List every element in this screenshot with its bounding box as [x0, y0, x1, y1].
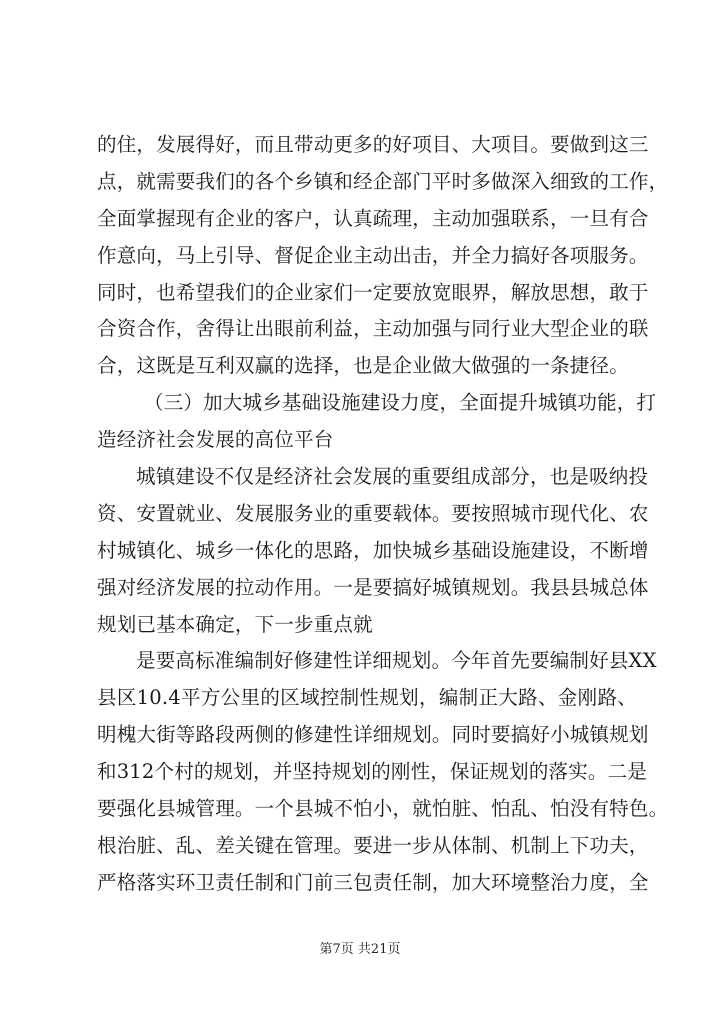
text-line: 作意向，马上引导、督促企业主动出击，并全力搞好各项服务。 — [97, 243, 649, 267]
text-line: 城镇建设不仅是经济社会发展的重要组成部分，也是吸纳投 — [136, 465, 649, 489]
text-line: 根治脏、乱、差关键在管理。要进一步从体制、机制上下功夫， — [97, 833, 649, 857]
text-line: 明槐大街等路段两侧的修建性详细规划。同时要搞好小城镇规划 — [97, 723, 649, 747]
text-line: 和312个村的规划，并坚持规划的刚性，保证规划的落实。二是 — [97, 760, 648, 784]
text-line: 要强化县城管理。一个县城不怕小，就怕脏、怕乱、怕没有特色。 — [97, 797, 669, 821]
text-line: 点，就需要我们的各个乡镇和经企部门平时多做深入细致的工作， — [97, 169, 669, 193]
section-heading-line: （三）加大城乡基础设施建设力度，全面提升城镇功能，打 — [144, 391, 657, 415]
text-line: 村城镇化、城乡一体化的思路，加快城乡基础设施建设，不断增 — [97, 538, 649, 562]
text-line: 合，这既是互利双赢的选择，也是企业做大做强的一条捷径。 — [97, 354, 629, 378]
text-line: 合资合作，舍得让出眼前利益，主动加强与同行业大型企业的联 — [97, 317, 649, 341]
text-line: 同时，也希望我们的企业家们一定要放宽眼界，解放思想，敢于 — [97, 280, 649, 304]
text-line: 强对经济发展的拉动作用。一是要搞好城镇规划。我县县城总体 — [97, 575, 649, 599]
text-line: 县区10.4平方公里的区域控制性规划，编制正大路、金刚路、 — [97, 686, 637, 710]
page-footer: 第7页 共21页 — [319, 942, 401, 957]
text-line: 严格落实环卫责任制和门前三包责任制，加大环境整治力度，全 — [97, 870, 649, 894]
text-line: 全面掌握现有企业的客户，认真疏理，主动加强联系，一旦有合 — [97, 206, 649, 230]
body-text — [97, 127, 669, 902]
text-line: 是要高标准编制好修建性详细规划。今年首先要编制好县XX — [136, 649, 657, 673]
text-line: 的住，发展得好，而且带动更多的好项目、大项目。要做到这三 — [97, 133, 649, 156]
text-line: 资、安置就业、发展服务业的重要载体。要按照城市现代化、农 — [97, 501, 649, 525]
text-line: 规划已基本确定，下一步重点就 — [97, 612, 373, 636]
section-heading-line: 造经济社会发展的高位平台 — [97, 428, 334, 452]
